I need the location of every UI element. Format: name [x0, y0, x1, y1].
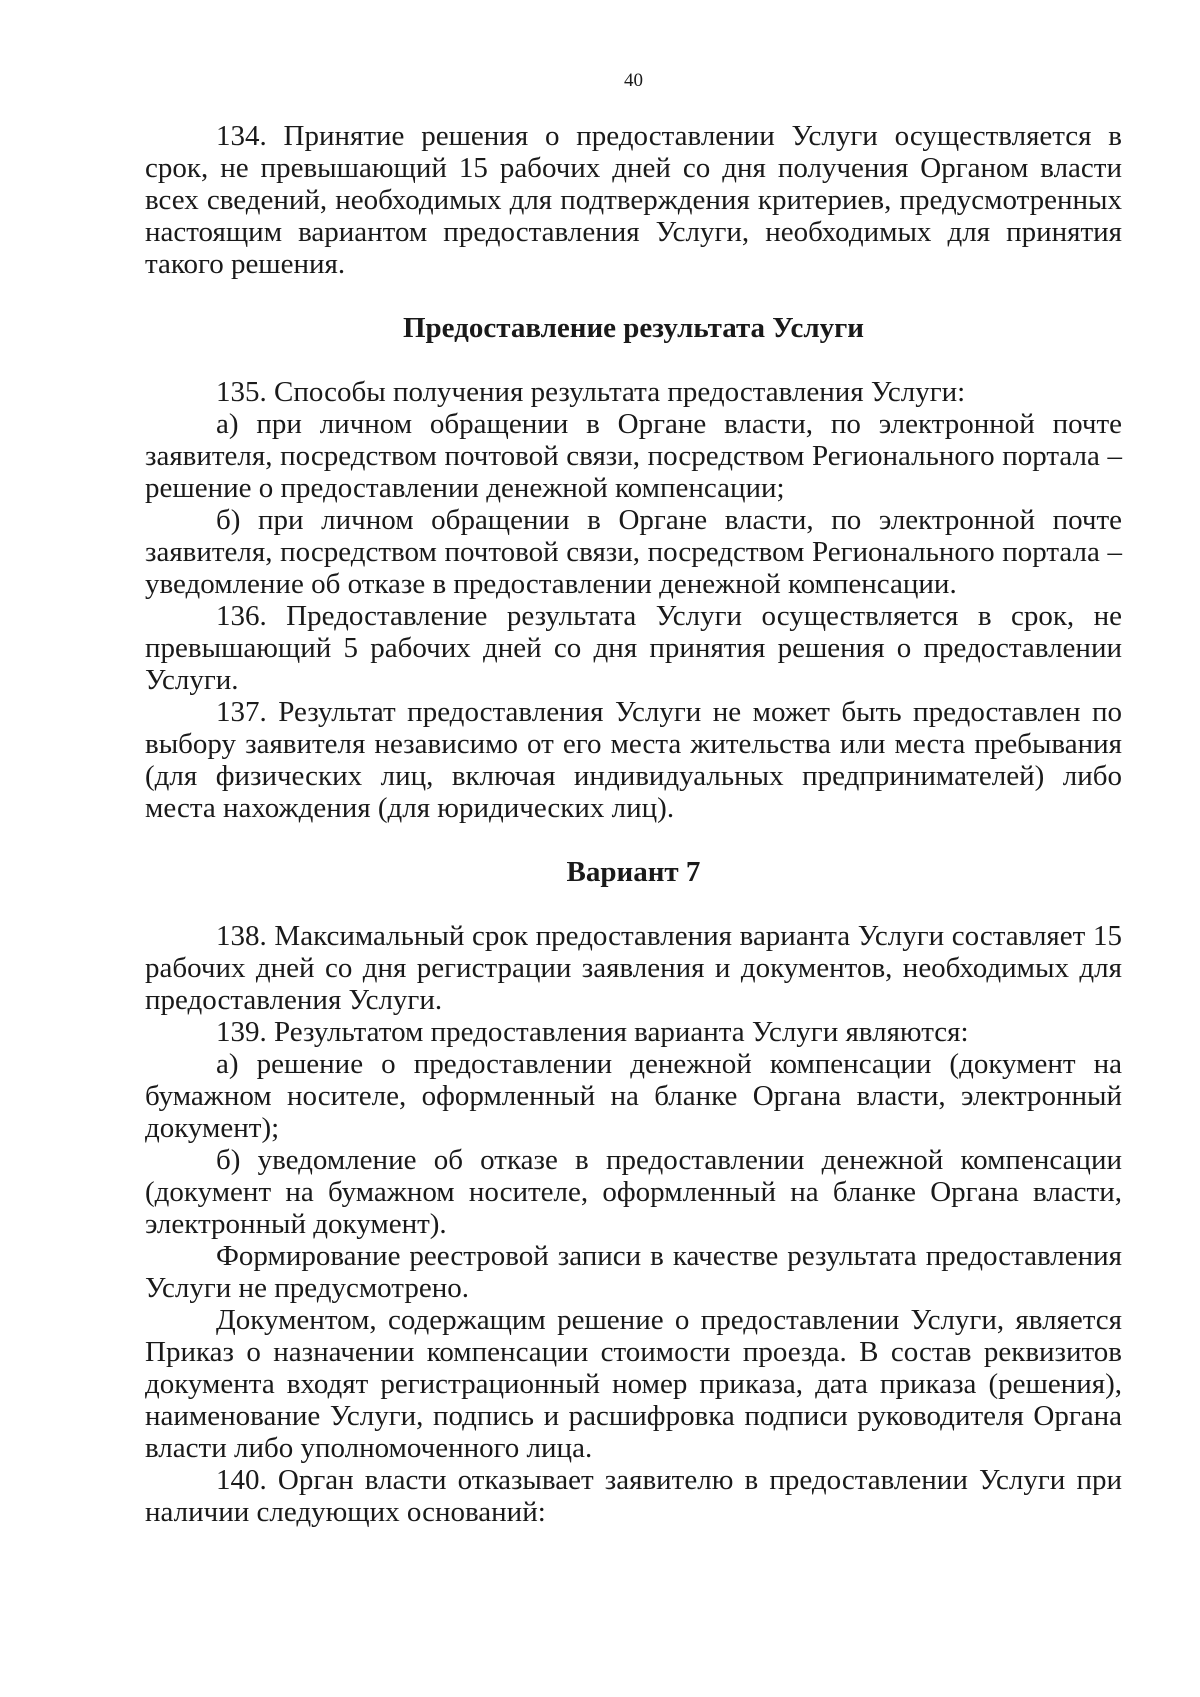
paragraph-134: 134. Принятие решения о предоставлении Услуги осуществляется в срок, не превышающий 15 рабочих дней со дня получения Органом власти всех сведений, необходимых для подтверждения критериев, предусмотренных настоящим вариантом предоставления Услуги, необходимых для принятия такого решения.	[145, 120, 1122, 280]
paragraph-139-b: б) уведомление об отказе в предоставлении денежной компенсации (документ на бумажном носителе, оформленный на бланке Органа власти, электронный документ).	[145, 1144, 1122, 1240]
section-heading-result-delivery: Предоставление результата Услуги	[403, 312, 864, 344]
page-number: 40	[624, 70, 643, 91]
paragraph-decision-document: Документом, содержащим решение о предоставлении Услуги, является Приказ о назначении компенсации стоимости проезда. В состав реквизитов документа входят регистрационный номер приказа, дата приказа (решения), наименование Услуги, подпись и расшифровка подписи руководителя Органа власти либо уполномоченного лица.	[145, 1304, 1122, 1464]
paragraph-registry-record: Формирование реестровой записи в качестве результата предоставления Услуги не предусмотрено.	[145, 1240, 1122, 1304]
section-heading-variant-7: Вариант 7	[566, 856, 701, 888]
paragraph-139: 139. Результатом предоставления варианта Услуги являются:	[216, 1016, 969, 1048]
paragraph-135-a: а) при личном обращении в Органе власти, по электронной почте заявителя, посредством почтовой связи, посредством Регионального портала – решение о предоставлении денежной компенсации;	[145, 408, 1122, 504]
paragraph-138: 138. Максимальный срок предоставления варианта Услуги составляет 15 рабочих дней со дня регистрации заявления и документов, необходимых для предоставления Услуги.	[145, 920, 1122, 1016]
paragraph-140: 140. Орган власти отказывает заявителю в предоставлении Услуги при наличии следующих оснований:	[145, 1464, 1122, 1528]
paragraph-136: 136. Предоставление результата Услуги осуществляется в срок, не превышающий 5 рабочих дней со дня принятия решения о предоставлении Услуги.	[145, 600, 1122, 696]
paragraph-135-b: б) при личном обращении в Органе власти, по электронной почте заявителя, посредством почтовой связи, посредством Регионального портала – уведомление об отказе в предоставлении денежной компенсации.	[145, 504, 1122, 600]
paragraph-137: 137. Результат предоставления Услуги не может быть предоставлен по выбору заявителя независимо от его места жительства или места пребывания (для физических лиц, включая индивидуальных предпринимателей) либо места нахождения (для юридических лиц).	[145, 696, 1122, 824]
paragraph-135: 135. Способы получения результата предоставления Услуги:	[216, 376, 966, 408]
paragraph-139-a: а) решение о предоставлении денежной компенсации (документ на бумажном носителе, оформленный на бланке Органа власти, электронный документ);	[145, 1048, 1122, 1144]
document-body	[145, 120, 1122, 1528]
